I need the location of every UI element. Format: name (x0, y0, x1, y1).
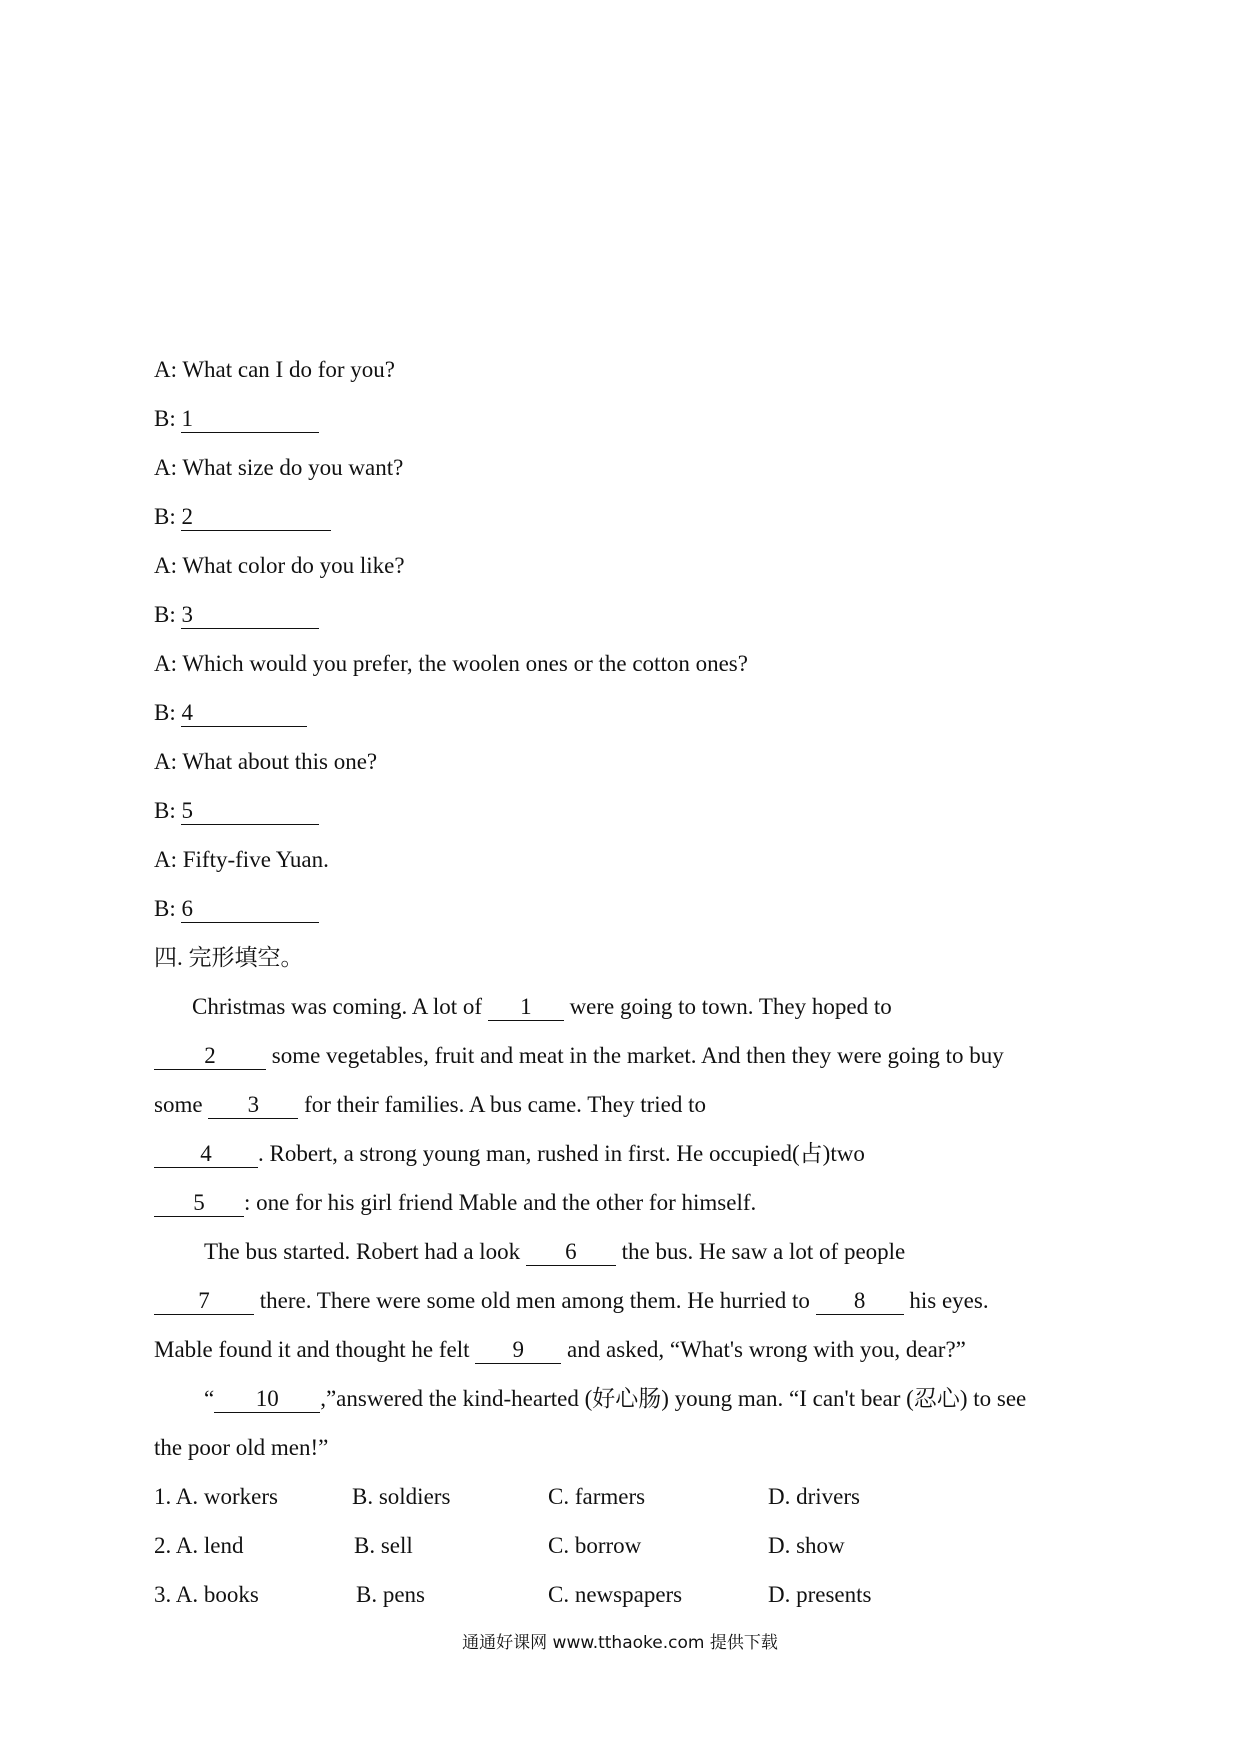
cloze-blank-7: 7 (154, 1288, 254, 1315)
option-1-d: D. drivers (768, 1484, 860, 1509)
option-3-b: B. pens (356, 1582, 425, 1607)
cloze-blank-10: 10 (214, 1386, 320, 1413)
blank-number: 1 (181, 406, 193, 431)
passage-line-9 (204, 1384, 1026, 1414)
passage-line-8 (154, 1335, 966, 1365)
option-2-a: 2. A. lend (154, 1533, 244, 1558)
option-3-c: C. newspapers (548, 1582, 683, 1607)
option-2-d: D. show (768, 1533, 845, 1558)
passage-line-1 (192, 992, 892, 1022)
dialogue-line-b1 (154, 404, 319, 434)
dialogue-line-b6 (154, 894, 319, 924)
option-3-a: 3. A. books (154, 1582, 259, 1607)
passage-text: . Robert, a strong young man, rushed in first. He occupied(占)two (258, 1141, 865, 1166)
cloze-blank-4: 4 (154, 1141, 258, 1168)
passage-text: Mable found it and thought he felt (154, 1337, 476, 1362)
speaker-prefix: B: (154, 406, 182, 431)
dialogue-line-b3 (154, 600, 319, 630)
passage-text: the bus. He saw a lot of people (615, 1239, 906, 1264)
blank-number: 4 (181, 700, 193, 725)
option-3-d: D. presents (768, 1582, 872, 1607)
passage-line-7 (154, 1286, 989, 1316)
option-2-b: B. sell (354, 1533, 413, 1558)
passage-line-5 (154, 1188, 756, 1218)
cloze-blank-2: 2 (154, 1043, 266, 1070)
option-1-b: B. soldiers (352, 1484, 451, 1509)
option-2-c: C. borrow (548, 1533, 642, 1558)
passage-text: “ (204, 1386, 215, 1411)
passage-text: and asked, “What's wrong with you, dear?” (561, 1337, 966, 1362)
dialogue-line-a1: A: What can I do for you? (154, 357, 395, 382)
blank-number: 2 (181, 504, 193, 529)
dialogue-line-b4 (154, 698, 307, 728)
answer-blank-5 (181, 798, 319, 825)
passage-text: his eyes. (903, 1288, 989, 1313)
dialogue-line-b5 (154, 796, 319, 826)
dialogue-line-b2 (154, 502, 331, 532)
speaker-prefix: B: (154, 798, 182, 823)
answer-blank-4 (181, 700, 307, 727)
dialogue-line-a5: A: What about this one? (154, 749, 378, 774)
passage-line-3 (154, 1090, 706, 1120)
passage-text: there. There were some old men among them. He hurried to (254, 1288, 816, 1313)
cloze-blank-3: 3 (208, 1092, 298, 1119)
passage-text: some vegetables, fruit and meat in the market. And then they were going to buy (266, 1043, 1004, 1068)
answer-blank-1 (181, 406, 319, 433)
cloze-blank-9: 9 (475, 1337, 561, 1364)
option-1-c: C. farmers (548, 1484, 646, 1509)
blank-number: 6 (181, 896, 193, 921)
passage-text: Christmas was coming. A lot of (192, 994, 488, 1019)
passage-line-2 (154, 1041, 1004, 1071)
option-1-a: 1. A. workers (154, 1484, 278, 1509)
cloze-blank-1: 1 (488, 994, 564, 1021)
blank-number: 5 (181, 798, 193, 823)
dialogue-line-a4: A: Which would you prefer, the woolen ones or the cotton ones? (154, 651, 748, 676)
speaker-prefix: B: (154, 504, 182, 529)
speaker-prefix: B: (154, 602, 182, 627)
cloze-blank-5: 5 (154, 1190, 244, 1217)
section-heading: 四. 完形填空。 (154, 945, 304, 970)
dialogue-line-a2: A: What size do you want? (154, 455, 404, 480)
cloze-blank-8: 8 (816, 1288, 904, 1315)
answer-blank-6 (181, 896, 319, 923)
page-footer: 通通好课网 www.tthaoke.com 提供下载 (462, 1633, 778, 1653)
passage-text: were going to town. They hoped to (563, 994, 892, 1019)
dialogue-line-a6: A: Fifty-five Yuan. (154, 847, 329, 872)
speaker-prefix: B: (154, 700, 182, 725)
passage-line-6 (204, 1237, 905, 1267)
speaker-prefix: B: (154, 896, 182, 921)
dialogue-line-a3: A: What color do you like? (154, 553, 405, 578)
passage-text: for their families. A bus came. They tried to (298, 1092, 707, 1117)
cloze-blank-6: 6 (526, 1239, 616, 1266)
answer-blank-2 (181, 504, 331, 531)
passage-text: ,”answered the kind-hearted (好心肠) young man. “I can't bear (忍心) to see (320, 1386, 1027, 1411)
blank-number: 3 (181, 602, 193, 627)
answer-blank-3 (181, 602, 319, 629)
passage-line-4 (154, 1139, 865, 1169)
passage-text: The bus started. Robert had a look (204, 1239, 526, 1264)
passage-line-10: the poor old men!” (154, 1435, 329, 1460)
passage-text: some (154, 1092, 209, 1117)
passage-text: : one for his girl friend Mable and the other for himself. (244, 1190, 757, 1215)
